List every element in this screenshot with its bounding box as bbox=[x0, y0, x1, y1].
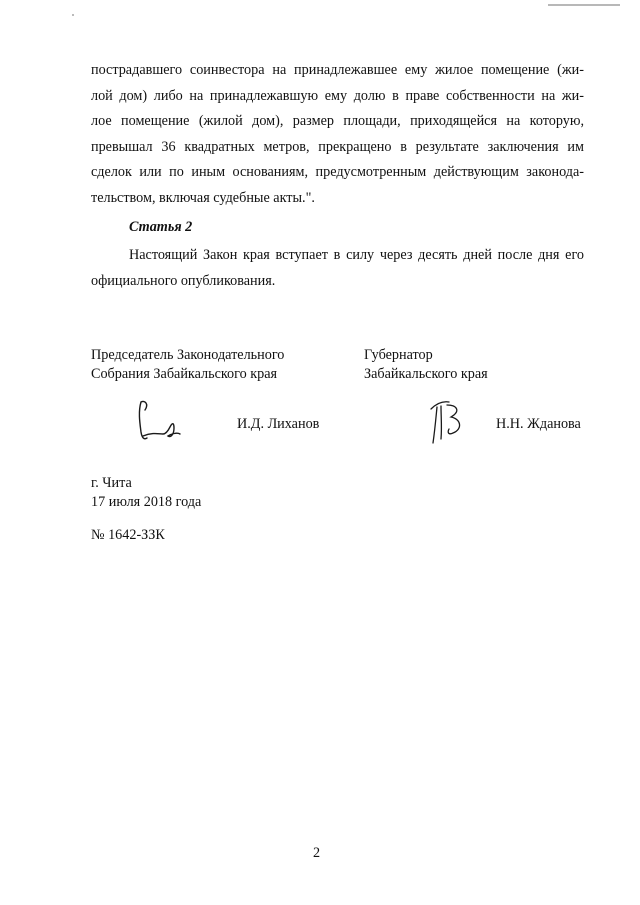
paragraph-line: лое помещение (жилой дом), размер площади, приходящейся на которую, bbox=[91, 113, 584, 130]
law-number: № 1642-ЗЗК bbox=[91, 527, 165, 543]
governor-signature bbox=[427, 397, 467, 447]
paragraph-line: сделок или по иным основаниям, предусмотренным действующим законода- bbox=[91, 164, 584, 181]
governor-position-line: Забайкальского края bbox=[364, 366, 488, 382]
date: 17 июля 2018 года bbox=[91, 494, 202, 510]
chairman-name: И.Д. Лиханов bbox=[237, 416, 320, 432]
place: г. Чита bbox=[91, 475, 132, 491]
chairman-position-line: Собрания Забайкальского края bbox=[91, 366, 278, 382]
paragraph-line: тельством, включая судебные акты.". bbox=[91, 189, 315, 206]
governor-position-line: Губернатор bbox=[364, 347, 433, 363]
chairman-position-line: Председатель Законодательного bbox=[91, 347, 285, 363]
scan-speck bbox=[72, 14, 74, 16]
paragraph-line: пострадавшего соинвестора на принадлежавшее ему жилое помещение (жи- bbox=[91, 62, 584, 78]
scan-edge-line bbox=[548, 4, 620, 6]
page-number: 2 bbox=[313, 845, 321, 861]
article-line: Настоящий Закон края вступает в силу через десять дней после дня его bbox=[129, 247, 584, 263]
article-body bbox=[91, 243, 584, 294]
paragraph-line: превышал 36 квадратных метров, прекращено в результате заключения им bbox=[91, 138, 584, 155]
article-line: официального опубликования. bbox=[91, 272, 276, 289]
paragraph-line: лой дом) либо на принадлежавшую ему долю в праве собственности на жи- bbox=[91, 87, 584, 104]
chairman-signature bbox=[135, 398, 183, 444]
chairman-position bbox=[91, 346, 284, 384]
governor-name: Н.Н. Жданова bbox=[496, 416, 581, 432]
governor-position bbox=[364, 346, 488, 384]
law-text-paragraph bbox=[91, 58, 584, 212]
article-title: Статья 2 bbox=[129, 219, 193, 235]
place-and-date bbox=[91, 474, 201, 512]
